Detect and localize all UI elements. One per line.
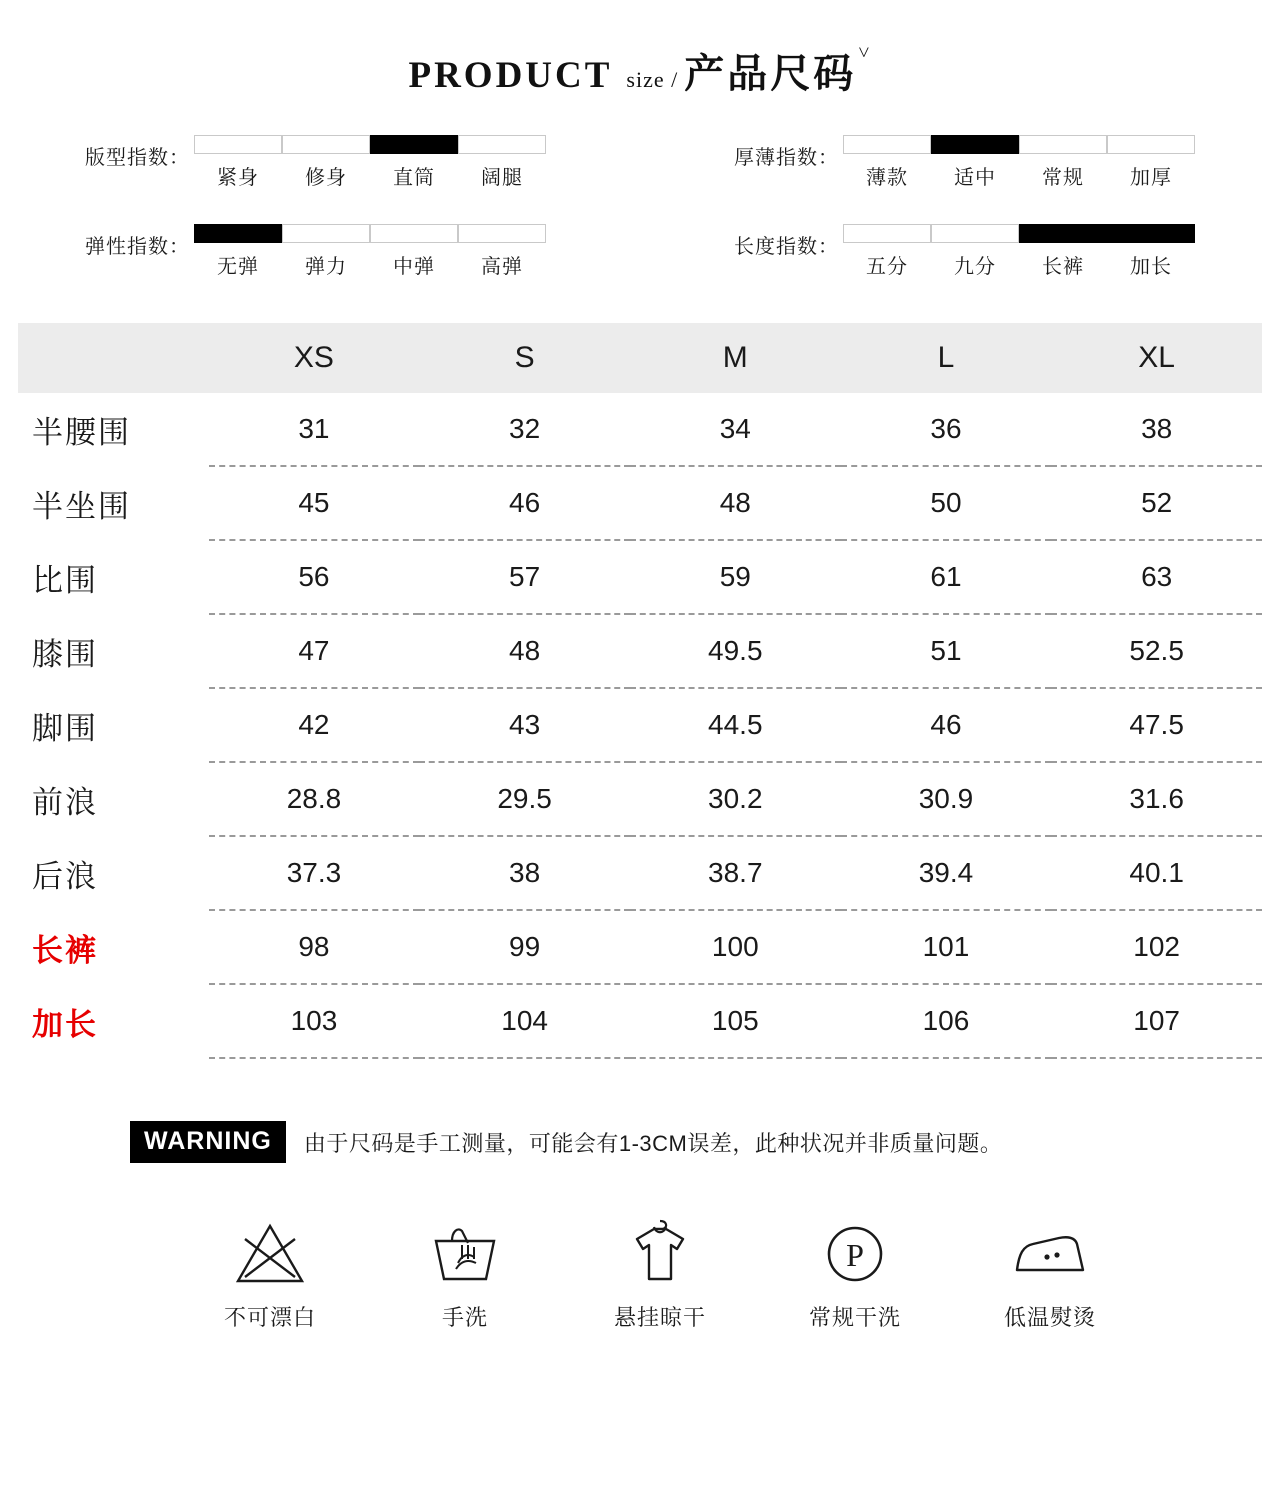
meter-segment-active <box>1107 224 1195 279</box>
table-cell: 32 <box>419 393 630 466</box>
warning-text: 由于尺码是手工测量，可能会有1-3CM误差，此种状况并非质量问题。 <box>303 1130 1003 1156</box>
meter-elasticity <box>85 224 614 279</box>
size-table <box>18 323 1262 1059</box>
size-header-xs: XS <box>209 323 420 393</box>
meter-bar <box>1107 135 1195 154</box>
table-cell: 48 <box>630 466 841 540</box>
table-cell: 42 <box>209 688 420 762</box>
meter-bars <box>194 224 546 279</box>
table-header-row <box>18 323 1262 393</box>
meter-label: 长度指数： <box>734 236 839 258</box>
row-label: 半坐围 <box>32 488 131 524</box>
table-cell: 30.2 <box>630 762 841 836</box>
table-cell: 106 <box>841 984 1052 1058</box>
table-cell: 107 <box>1051 984 1262 1058</box>
hang-dry-icon <box>570 1215 750 1293</box>
care-item-low-iron <box>960 1215 1140 1332</box>
meter-bar <box>194 135 282 154</box>
table-cell: 50 <box>841 466 1052 540</box>
table-cell: 31.6 <box>1051 762 1262 836</box>
dry-clean-p-icon <box>765 1215 945 1293</box>
meter-label: 厚薄指数： <box>734 147 839 169</box>
chevron-down-icon: ˅ <box>858 42 872 64</box>
meter-bar <box>1019 224 1107 243</box>
index-meters <box>85 135 1195 279</box>
table-cell: 48 <box>419 614 630 688</box>
meter-segment <box>931 224 1019 279</box>
meter-segment-active <box>931 135 1019 190</box>
meter-segment-active <box>1019 224 1107 279</box>
meter-caption: 无弹 <box>217 256 259 278</box>
table-cell: 38 <box>1051 393 1262 466</box>
meter-bar <box>282 135 370 154</box>
table-cell: 51 <box>841 614 1052 688</box>
care-item-dry-clean <box>765 1215 945 1332</box>
meter-bar <box>194 224 282 243</box>
table-cell: 46 <box>419 466 630 540</box>
table-cell: 57 <box>419 540 630 614</box>
table-cell: 40.1 <box>1051 836 1262 910</box>
size-header-s: S <box>419 323 630 393</box>
table-cell: 47 <box>209 614 420 688</box>
care-caption: 不可漂白 <box>223 1305 316 1330</box>
row-label: 脚围 <box>32 710 98 746</box>
meter-caption: 九分 <box>954 256 996 278</box>
care-caption: 手洗 <box>441 1305 488 1330</box>
table-cell: 52.5 <box>1051 614 1262 688</box>
table-cell: 34 <box>630 393 841 466</box>
meter-segment <box>282 224 370 279</box>
table-row <box>18 393 1262 466</box>
table-cell: 29.5 <box>419 762 630 836</box>
table-cell: 61 <box>841 540 1052 614</box>
title-english: PRODUCT <box>408 55 613 96</box>
table-cell: 102 <box>1051 910 1262 984</box>
meter-caption: 五分 <box>866 256 908 278</box>
size-header-xl: XL <box>1051 323 1262 393</box>
meter-bar <box>1019 135 1107 154</box>
meter-segment <box>458 135 546 190</box>
low-iron-icon <box>960 1215 1140 1293</box>
table-cell: 37.3 <box>209 836 420 910</box>
table-row <box>18 984 1262 1058</box>
meter-segment-active <box>194 224 282 279</box>
table-cell: 31 <box>209 393 420 466</box>
meter-caption: 直筒 <box>393 167 435 189</box>
table-row <box>18 688 1262 762</box>
warning-row <box>130 1121 1280 1163</box>
table-cell: 101 <box>841 910 1052 984</box>
meter-segment <box>843 135 931 190</box>
table-cell: 43 <box>419 688 630 762</box>
meter-caption: 适中 <box>954 167 996 189</box>
hand-wash-icon <box>375 1215 555 1293</box>
table-cell: 100 <box>630 910 841 984</box>
table-cell: 105 <box>630 984 841 1058</box>
table-cell: 56 <box>209 540 420 614</box>
care-item-hand-wash <box>375 1215 555 1332</box>
row-label: 半腰围 <box>32 415 131 450</box>
row-label-highlight: 加长 <box>32 1006 98 1042</box>
table-cell: 36 <box>841 393 1052 466</box>
table-cell: 38 <box>419 836 630 910</box>
table-cell: 45 <box>209 466 420 540</box>
table-cell: 46 <box>841 688 1052 762</box>
table-row <box>18 836 1262 910</box>
row-label: 前浪 <box>32 784 98 820</box>
meter-caption: 常规 <box>1042 167 1084 189</box>
table-cell: 99 <box>419 910 630 984</box>
table-corner-cell <box>18 323 209 393</box>
meter-segment <box>194 135 282 190</box>
meter-bar <box>370 224 458 243</box>
title-size-word: size / <box>626 67 679 92</box>
meter-label: 版型指数： <box>85 147 190 169</box>
care-caption: 常规干洗 <box>808 1305 901 1330</box>
care-caption: 悬挂晾干 <box>613 1305 706 1330</box>
meter-segment <box>1019 135 1107 190</box>
care-instructions <box>140 1215 1140 1332</box>
meter-bar <box>458 224 546 243</box>
meter-bars <box>194 135 546 190</box>
table-cell: 28.8 <box>209 762 420 836</box>
meter-caption: 中弹 <box>393 256 435 278</box>
table-cell: 104 <box>419 984 630 1058</box>
meter-segment <box>370 224 458 279</box>
meter-label: 弹性指数： <box>85 236 190 258</box>
meter-thickness <box>614 135 1195 190</box>
no-bleach-icon <box>180 1215 360 1293</box>
meter-segment <box>458 224 546 279</box>
size-header-m: M <box>630 323 841 393</box>
care-item-no-bleach <box>180 1215 360 1332</box>
meter-bar <box>370 135 458 154</box>
meter-caption: 修身 <box>305 167 347 189</box>
page-title <box>0 0 1280 99</box>
meter-segment <box>843 224 931 279</box>
meter-segment <box>1107 135 1195 190</box>
svg-text:P: P <box>846 1237 864 1273</box>
table-row <box>18 540 1262 614</box>
meter-bar <box>1107 224 1195 243</box>
meter-caption: 阔腿 <box>481 167 523 189</box>
table-cell: 49.5 <box>630 614 841 688</box>
table-cell: 30.9 <box>841 762 1052 836</box>
meter-caption: 紧身 <box>217 167 259 189</box>
row-label: 比围 <box>32 562 98 598</box>
size-header-l: L <box>841 323 1052 393</box>
meter-bar <box>843 135 931 154</box>
table-row <box>18 614 1262 688</box>
table-row <box>18 910 1262 984</box>
care-item-hang-dry <box>570 1215 750 1332</box>
care-caption: 低温熨烫 <box>1003 1305 1096 1330</box>
meter-length <box>614 224 1195 279</box>
meter-bar <box>458 135 546 154</box>
meter-bar <box>931 135 1019 154</box>
meter-bars <box>843 224 1195 279</box>
table-cell: 38.7 <box>630 836 841 910</box>
table-cell: 52 <box>1051 466 1262 540</box>
row-label: 后浪 <box>32 858 98 894</box>
meter-caption: 长裤 <box>1042 256 1084 278</box>
meter-bars <box>843 135 1195 190</box>
table-cell: 47.5 <box>1051 688 1262 762</box>
meter-caption: 加厚 <box>1130 167 1172 189</box>
meter-segment-active <box>370 135 458 190</box>
meter-caption: 加长 <box>1130 256 1172 278</box>
table-cell: 103 <box>209 984 420 1058</box>
row-label-highlight: 长裤 <box>32 932 98 968</box>
meter-bar <box>843 224 931 243</box>
row-label: 膝围 <box>32 636 98 672</box>
size-table-wrapper <box>18 323 1262 1059</box>
meter-caption: 弹力 <box>305 256 347 278</box>
meter-bar <box>282 224 370 243</box>
table-cell: 39.4 <box>841 836 1052 910</box>
table-cell: 98 <box>209 910 420 984</box>
title-chinese: 产品尺码 <box>684 51 857 96</box>
table-cell: 59 <box>630 540 841 614</box>
meter-caption: 高弹 <box>481 256 523 278</box>
table-row <box>18 762 1262 836</box>
meter-caption: 薄款 <box>866 167 908 189</box>
table-cell: 44.5 <box>630 688 841 762</box>
warning-badge: WARNING <box>130 1121 286 1163</box>
meter-fit <box>85 135 614 190</box>
table-cell: 63 <box>1051 540 1262 614</box>
table-row <box>18 466 1262 540</box>
meter-bar <box>931 224 1019 243</box>
meter-segment <box>282 135 370 190</box>
